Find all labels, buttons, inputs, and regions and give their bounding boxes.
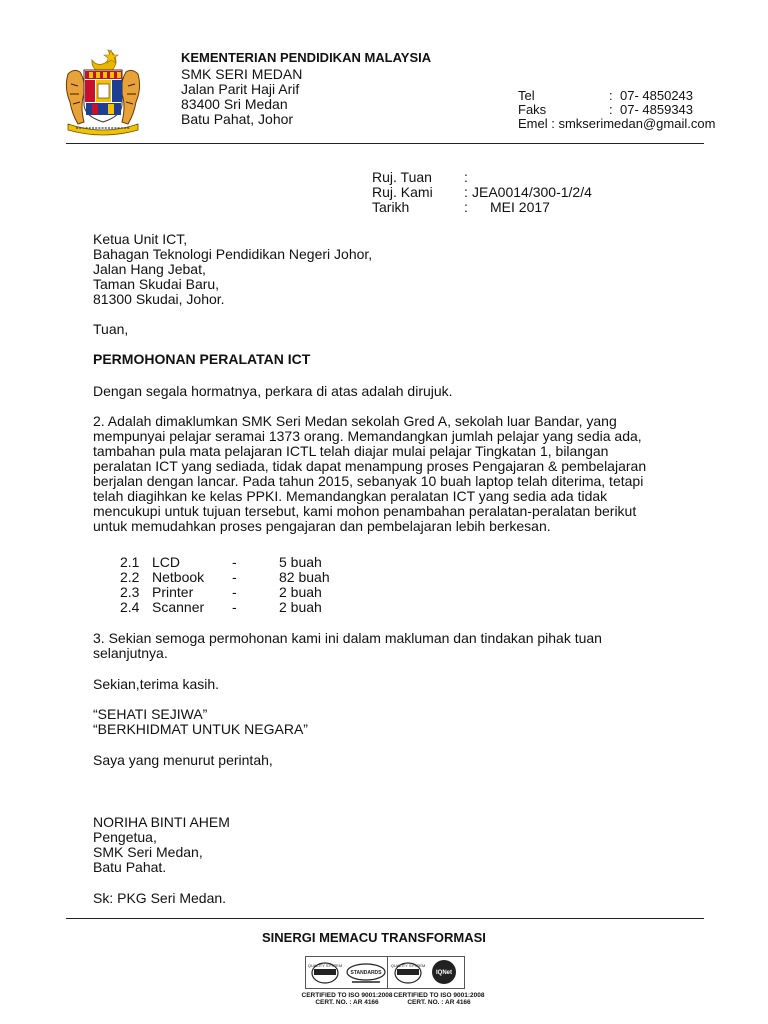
recipient-line: Jalan Hang Jebat, <box>93 261 206 277</box>
ministry-title: KEMENTERIAN PENDIDIKAN MALAYSIA <box>181 50 432 65</box>
recipient-line: Bahagan Teknologi Pendidikan Negeri Johor, <box>93 246 373 262</box>
recipient-line: Taman Skudai Baru, <box>93 276 220 292</box>
signatory-town: Batu Pahat. <box>93 859 167 875</box>
address-state: Batu Pahat, Johor <box>181 111 294 127</box>
header-divider <box>66 143 704 144</box>
motto-line: “SEHATI SEJIWA” <box>93 706 208 722</box>
list-item-dash: - <box>232 569 237 585</box>
tel-value: 07- 4850243 <box>620 88 694 103</box>
body-line: peralatan ICT yang sediada, tidak dapat menampung proses Pengajaran & pembelajaran <box>93 458 647 474</box>
salutation: Tuan, <box>93 321 129 337</box>
signatory-school: SMK Seri Medan, <box>93 844 203 860</box>
list-item-number: 2.3 <box>120 584 140 600</box>
body-line: telah diagihkan ke kelas PPKI. Memandangkan peralatan ICT yang sedia ada tidak <box>93 488 608 504</box>
certification-text <box>300 992 394 1006</box>
thanks-line: Sekian,terima kasih. <box>93 676 220 692</box>
list-item-dash: - <box>232 599 237 615</box>
certification-line: CERTIFIED TO ISO 9001:2008 <box>393 992 485 999</box>
closing-line: Saya yang menurut perintah, <box>93 752 273 768</box>
ref-your-sep: : <box>464 169 468 185</box>
school-name: SMK SERI MEDAN <box>181 66 303 82</box>
recipient-line: 81300 Skudai, Johor. <box>93 291 225 307</box>
ref-our-label: Ruj. Kami <box>372 184 433 200</box>
tel-label: Tel <box>518 88 535 103</box>
address-street: Jalan Parit Haji Arif <box>181 81 300 97</box>
body-line: selanjutnya. <box>93 645 168 661</box>
list-item-qty: 5 buah <box>279 554 322 570</box>
list-item-number: 2.1 <box>120 554 140 570</box>
list-item-name: Printer <box>152 584 194 600</box>
ref-our-value: JEA0014/300-1/2/4 <box>472 184 592 200</box>
list-item-number: 2.2 <box>120 569 140 585</box>
signatory-title: Pengetua, <box>93 829 157 845</box>
iqnet-mark-icon <box>427 958 461 987</box>
date-label: Tarikh <box>372 199 410 215</box>
body-line: tambahan pula mata pelajaran ICTL telah diajar mulai pelajar Tingkatan 1, bilangan <box>93 443 609 459</box>
certification-number: CERT. NO. : AR 4166 <box>315 999 379 1006</box>
signatory-name: NORIHA BINTI AHEM <box>93 814 230 830</box>
list-item-qty: 82 buah <box>279 569 330 585</box>
quality-system-mark-icon <box>308 958 342 987</box>
address-postcode: 83400 Sri Medan <box>181 96 288 112</box>
fax-value: 07- 4859343 <box>620 102 694 117</box>
opening-paragraph: Dengan segala hormatnya, perkara di atas adalah dirujuk. <box>93 383 453 399</box>
carbon-copy-line: Sk: PKG Seri Medan. <box>93 890 227 906</box>
fax-sep: : <box>609 102 613 117</box>
certification-badge <box>305 956 393 989</box>
list-item-number: 2.4 <box>120 599 140 615</box>
certification-line: CERTIFIED TO ISO 9001:2008 <box>301 992 393 999</box>
body-line: mencukupi untuk tujuan tersebut, kami mohon penambahan peralatan-peralatan berikut <box>93 503 637 519</box>
body-line: 3. Sekian semoga permohonan kami ini dalam makluman dan tindakan pihak tuan <box>93 630 602 646</box>
date-value: MEI 2017 <box>490 199 550 215</box>
list-item-dash: - <box>232 584 237 600</box>
motto-line: “BERKHIDMAT UNTUK NEGARA” <box>93 721 308 737</box>
quality-mark-label: QUALITY SYSTEM <box>391 963 425 968</box>
fax-label: Faks <box>518 102 547 117</box>
standards-mark-label: STANDARDS <box>350 970 382 976</box>
standards-mark-icon <box>344 958 388 987</box>
coat-of-arms-logo <box>62 44 144 136</box>
list-item-name: LCD <box>152 554 181 570</box>
date-sep: : <box>464 199 468 215</box>
body-line: mempunyai pelajar seramai 1373 orang. Memandangkan jumlah pelajar yang sedia ada, <box>93 428 642 444</box>
list-item-name: Scanner <box>152 599 205 615</box>
quality-system-mark-icon <box>391 958 425 987</box>
email-line: Emel : smkserimedan@gmail.com <box>518 116 716 131</box>
iqnet-mark-label: IQNet <box>435 970 453 976</box>
footer-slogan: SINERGI MEMACU TRANSFORMASI <box>262 930 486 945</box>
body-line: 2. Adalah dimaklumkan SMK Seri Medan sekolah Gred A, sekolah luar Bandar, yang <box>93 413 617 429</box>
subject-heading: PERMOHONAN PERALATAN ICT <box>93 351 311 367</box>
quality-mark-label: QUALITY SYSTEM <box>308 963 342 968</box>
recipient-line: Ketua Unit ICT, <box>93 231 188 247</box>
list-item-qty: 2 buah <box>279 599 322 615</box>
ref-our-sep: : <box>464 184 468 200</box>
list-item-name: Netbook <box>152 569 205 585</box>
certification-badge <box>387 956 465 989</box>
list-item-qty: 2 buah <box>279 584 322 600</box>
tel-sep: : <box>609 88 613 103</box>
certification-number: CERT. NO. : AR 4166 <box>407 999 471 1006</box>
certification-text <box>392 992 486 1006</box>
list-item-dash: - <box>232 554 237 570</box>
body-line: untuk memudahkan proses pengajaran dan pembelajaran lebih berkesan. <box>93 518 551 534</box>
ref-your-label: Ruj. Tuan <box>372 169 432 185</box>
body-line: berjalan dengan lancar. Pada tahun 2015, sebanyak 10 buah laptop telah diterima, tetapi <box>93 473 644 489</box>
footer-divider <box>66 918 704 919</box>
